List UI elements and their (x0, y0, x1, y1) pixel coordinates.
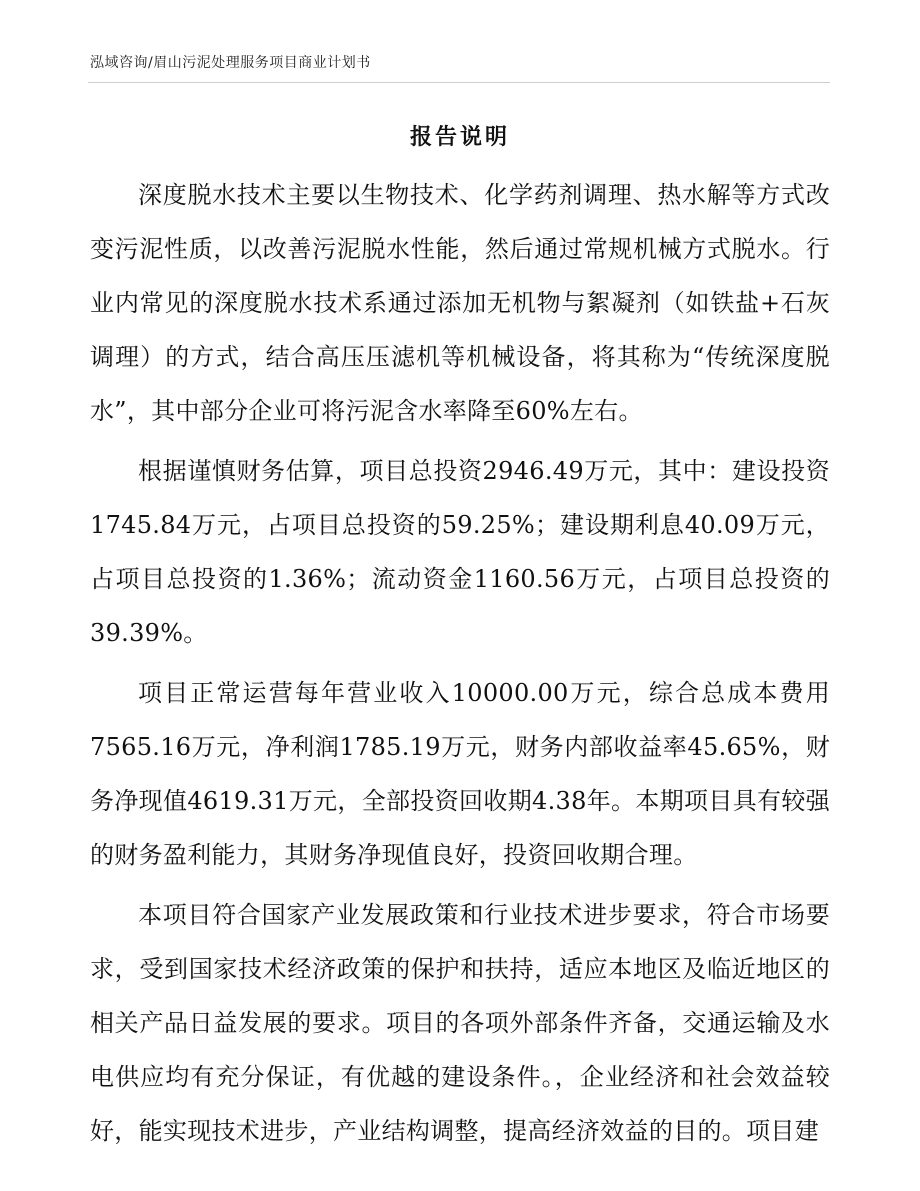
paragraph-1: 深度脱水技术主要以生物技术、化学药剂调理、热水解等方式改变污泥性质，以改善污泥脱水性能，然后通过常规机械方式脱水。行业内常见的深度脱水技术系通过添加无机物与絮凝剂（如铁盐+石灰调理）的方式，结合高压压滤机等机械设备，将其称为“传统深度脱水”，其中部分企业可将污泥含水率降至60%左右。 (90, 181, 830, 425)
paragraph-4: 本项目符合国家产业发展政策和行业技术进步要求，符合市场要求，受到国家技术经济政策的保护和扶持，适应本地区及临近地区的相关产品日益发展的要求。项目的各项外部条件齐备，交通运输及水电供应均有充分保证，有优越的建设条件。，企业经济和社会效益较好，能实现技术进步，产业结构调整，提高经济效益的目的。项目建 (90, 901, 830, 1145)
paragraph-3: 项目正常运营每年营业收入10000.00万元，综合总成本费用7565.16万元，净利润1785.19万元，财务内部收益率45.65%，财务净现值4619.31万元，全部投资回收期4.38年。本期项目具有较强的财务盈利能力，其财务净现值良好，投资回收期合理。 (90, 679, 830, 869)
header-divider (88, 82, 830, 83)
section-title: 报告说明 (409, 124, 510, 150)
body-text (90, 168, 830, 1164)
paragraph-2: 根据谨慎财务估算，项目总投资2946.49万元，其中：建设投资1745.84万元，占项目总投资的59.25%；建设期利息40.09万元，占项目总投资的1.36%；流动资金1160.56万元，占项目总投资的39.39%。 (90, 457, 830, 647)
running-header: 泓域咨询/眉山污泥处理服务项目商业计划书 (90, 55, 371, 71)
